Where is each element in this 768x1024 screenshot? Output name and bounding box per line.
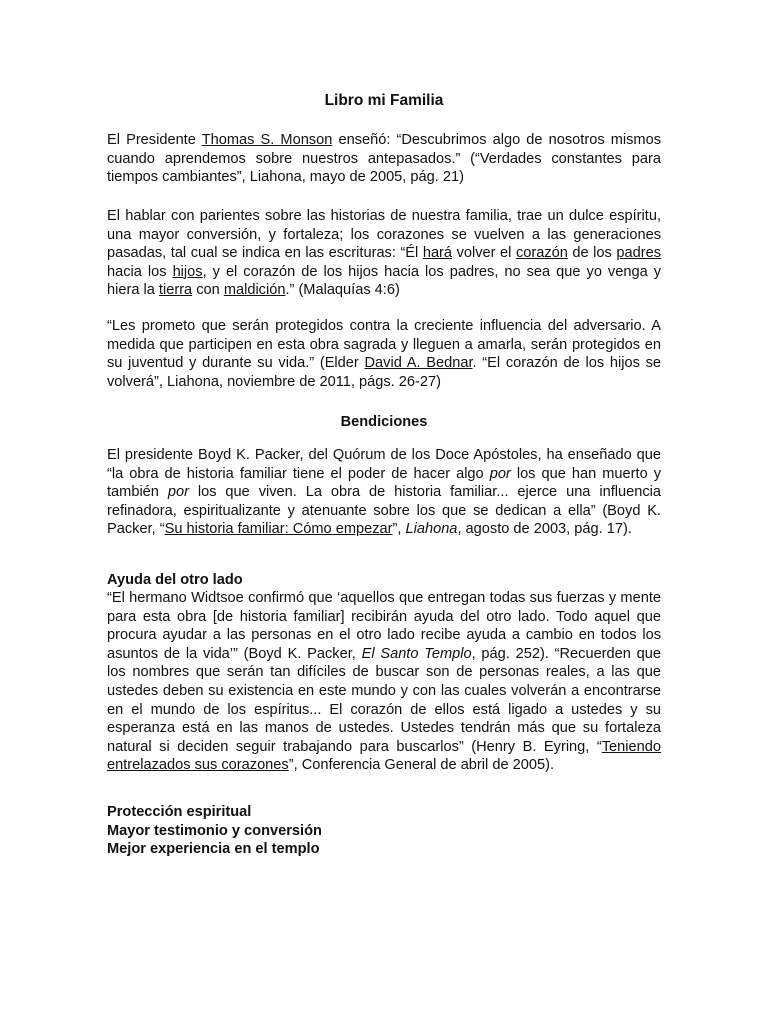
link-hijos[interactable]: hijos bbox=[172, 263, 203, 280]
text: ”, Conferencia General de abril de 2005). bbox=[288, 757, 554, 774]
text: , y el corazón de los hijos hacia los padres, no sea que yo venga y hiera la bbox=[107, 263, 662, 299]
link-thomas-s-monson[interactable]: Thomas S. Monson bbox=[201, 132, 333, 148]
link-tierra[interactable]: tierra bbox=[158, 282, 193, 299]
text: volver el bbox=[452, 245, 516, 262]
heading-bendiciones: Bendiciones bbox=[340, 414, 428, 430]
text: de los bbox=[567, 245, 617, 262]
link-padres[interactable]: padres bbox=[616, 245, 661, 262]
text: “Les prometo que serán protegidos contra la creciente influencia del adversario. A medida que participen en esta obra sagrada y lleguen a amarla, serán protegidos en su juventud y durante su vida.” (Elder bbox=[107, 318, 661, 372]
text: . “El corazón de los hijos se volverá”, Liahona, noviembre de 2011, págs. 26-27) bbox=[107, 355, 661, 390]
paragraph-malaquias bbox=[107, 207, 661, 300]
text-italic: por bbox=[489, 465, 511, 482]
text: los que han muerto y también bbox=[107, 465, 662, 501]
list-item: Mejor experiencia en el templo bbox=[107, 841, 320, 858]
link-maldicion[interactable]: maldición bbox=[223, 282, 286, 299]
text: El presidente Boyd K. Packer, del Quórum de los Doce Apóstoles, ha enseñado que “la obra de historia familiar tiene el poder de hacer algo bbox=[107, 447, 661, 482]
link-david-a-bednar[interactable]: David A. Bednar bbox=[364, 355, 473, 372]
heading-ayuda-del-otro-lado: Ayuda del otro lado bbox=[107, 572, 243, 588]
list-item: Protección espiritual bbox=[107, 804, 252, 820]
paragraph-bednar bbox=[107, 317, 661, 391]
text: con bbox=[192, 282, 224, 299]
link-teniendo-entrelazados[interactable]: Teniendo entrelazados sus corazones bbox=[107, 738, 661, 774]
text: El Presidente bbox=[107, 132, 202, 148]
link-corazon[interactable]: corazón bbox=[515, 245, 568, 262]
link-su-historia-familiar[interactable]: Su historia familiar: Cómo empezar bbox=[164, 521, 393, 538]
text: .” (Malaquías 4:6) bbox=[285, 282, 400, 299]
list-item: Mayor testimonio y conversión bbox=[107, 822, 322, 839]
text: , agosto de 2003, pág. 17). bbox=[457, 521, 632, 538]
text: los que viven. La obra de historia familiar... ejerce una influencia refinadora, espiritualizante y atenuante sobre los que se dedican a ella” (Boyd K. Packer, “ bbox=[107, 484, 661, 538]
text: ”, bbox=[392, 521, 406, 538]
paragraph-packer bbox=[107, 446, 661, 539]
text-italic: El Santo Templo bbox=[361, 645, 472, 662]
paragraph-monson bbox=[107, 131, 661, 187]
text: enseñó: “Descubrimos algo de nosotros mismos cuando aprendemos sobre nuestros antepasados.” (“Verdades constantes para tiempos cambiantes”, Liahona, mayo de 2005, pág. 21) bbox=[107, 132, 661, 186]
paragraph-widtsoe-eyring bbox=[107, 589, 661, 775]
text: El hablar con parientes sobre las historias de nuestra familia, trae un dulce espíritu, una mayor conversión, y fortaleza; los corazones se vuelven a las generaciones pasadas, tal cual se indica en las escrituras: “Él bbox=[107, 208, 661, 262]
text: hacia los bbox=[107, 263, 173, 280]
document-title: Libro mi Familia bbox=[324, 92, 444, 109]
text: , pág. 252). “Recuerden que los nombres que serán tan difíciles de buscar son de personas reales, a las que ustedes deben su existencia en este mundo y con las cuales volverán a encontrarse en el mundo de los espíritus... El corazón de ellos está ligado a ustedes y su esperanza está en las manos de ustedes. Ustedes tendrán más que su fortaleza natural si deciden seguir trabajando para buscarlos” (Henry B. Eyring, “ bbox=[107, 645, 662, 755]
text-italic: por bbox=[167, 484, 189, 501]
text: “El hermano Widtsoe confirmó que ‘aquellos que entregan todas sus fuerzas y mente para esta obra [de historia familiar] recibirán ayuda del otro lado. Todo aquel que procura ayudar a las personas en el otro lado recibe ayuda a cambio en todos los asuntos de la vida’” (Boyd K. Packer, bbox=[107, 590, 661, 662]
text-italic: Liahona bbox=[405, 521, 458, 538]
link-hara[interactable]: hará bbox=[422, 245, 453, 262]
blessings-list bbox=[107, 803, 661, 859]
